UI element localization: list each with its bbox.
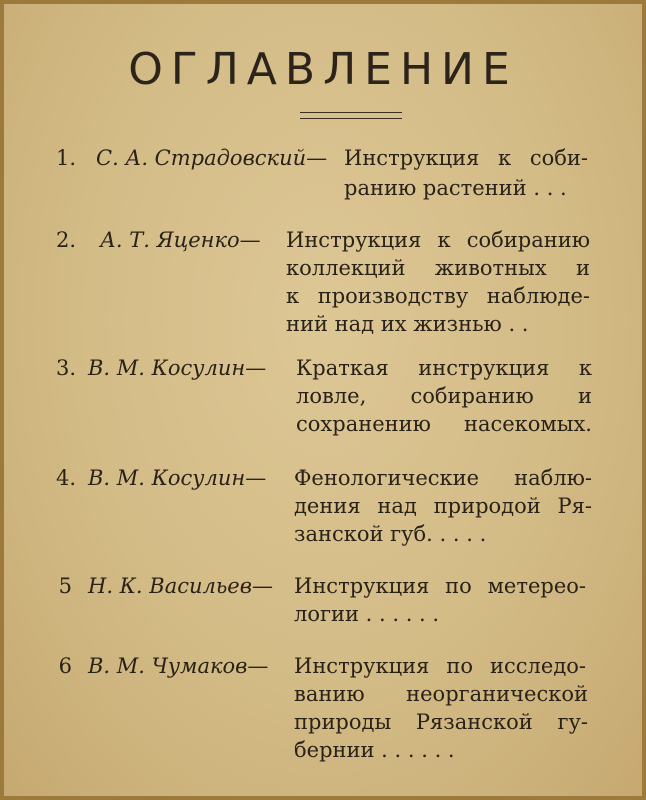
entry-line: к производству наблюде- [286,284,590,308]
author-name: Н. К. Васильев [88,574,252,598]
entry-line: Краткая инструкция к [296,356,592,380]
entry-author [88,652,268,681]
entry-line: Фенологические наблю- [294,466,592,490]
entry-line: ванию неорганической [294,682,588,706]
entry-author [96,144,327,173]
entry-author [88,354,266,383]
entry-line: природы Рязанской гу- [294,710,588,734]
entry-number: 1. [56,146,77,170]
entry-number: 5 [58,574,72,598]
title-underline [300,112,402,119]
entry-dash: — [239,228,261,252]
entry-line: ний над их жизнью . . [286,312,529,336]
entry-line: ловле, собиранию и [296,384,592,408]
entry-dash: — [251,574,273,598]
entry-line: занской губ. . . . . [294,522,487,546]
entry-line: сохранению насекомых. [296,412,592,436]
entry-number: 3. [56,356,77,380]
entry-line: дения над природой Ря- [294,494,592,518]
entry-line: Инструкция к собиранию [286,228,590,252]
entry-line: ранию растений . . . [344,176,567,200]
entry-line: логии . . . . . . [294,602,440,626]
entry-number: 2. [56,228,77,252]
entry-dash: — [306,146,328,170]
entry-line: коллекций животных и [286,256,590,280]
entry-line: Инструкция по исследо- [294,654,586,678]
entry-dash: — [247,654,269,678]
entry-line: Инструкция по метерео- [294,574,586,598]
entry-line: Инструкция к соби- [344,146,588,170]
author-name: А. Т. Яценко [100,228,240,252]
author-name: В. М. Косулин [88,356,246,380]
entry-number: 6 [58,654,72,678]
author-name: В. М. Косулин [88,466,246,490]
page-title: ОГЛАВЛЕНИЕ [128,44,518,95]
author-name: С. А. Страдовский [96,146,307,170]
entry-number: 4. [56,466,77,490]
entry-author [88,572,273,601]
entry-dash: — [245,356,267,380]
entry-author [100,226,261,255]
entry-author [88,464,266,493]
entry-line: бернии . . . . . . [294,738,455,762]
author-name: В. М. Чумаков [88,654,248,678]
entry-dash: — [245,466,267,490]
